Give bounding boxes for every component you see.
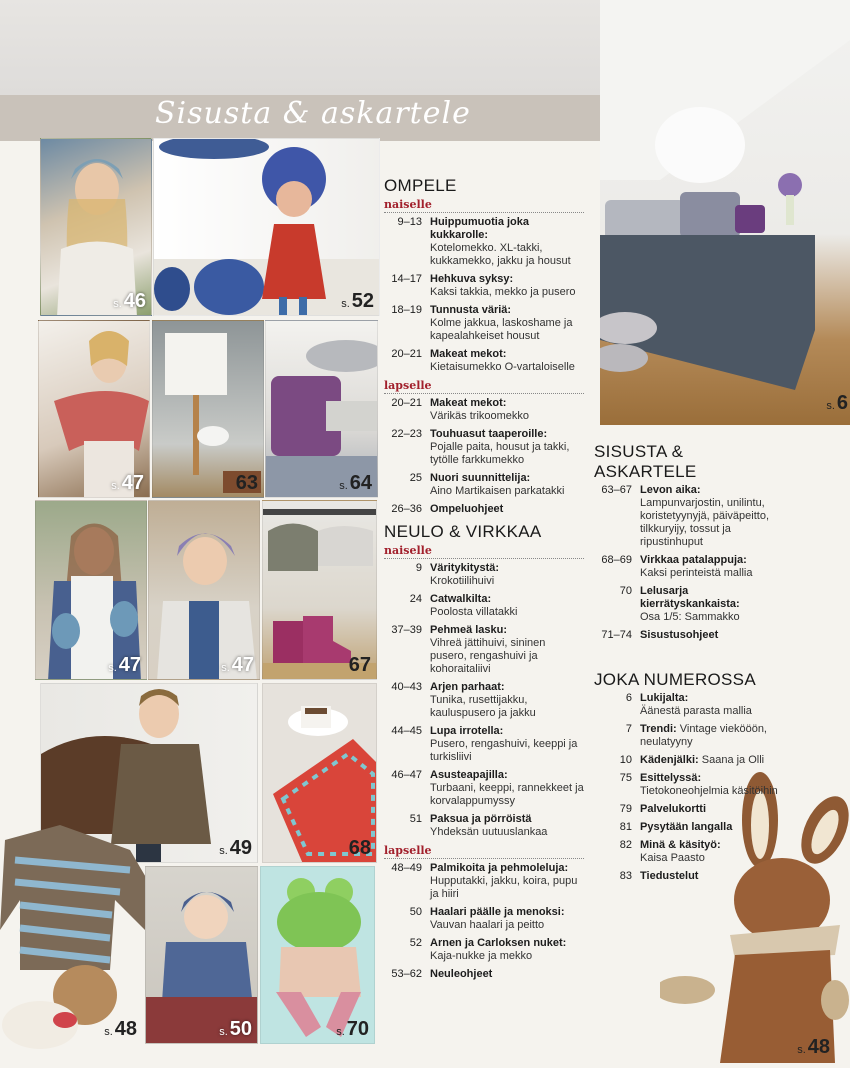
toc-entry-text <box>430 273 584 299</box>
toc-entry-pages: 68–69 <box>601 554 632 566</box>
toc-entry-description: Saana ja Olli <box>701 754 765 766</box>
toc-entry-pages: 20–21 <box>391 397 422 409</box>
toc-entry-description: Tunika, rusettijakku, kauluspusero ja jakku <box>430 694 536 719</box>
toc-entry-title: Makeat mekot: <box>430 397 507 409</box>
toc-entry-pages: 24 <box>409 593 422 605</box>
photo-doll-teapots <box>153 138 380 316</box>
toc-entry-text <box>640 554 784 580</box>
page-ref: s. 48 <box>797 1036 830 1058</box>
toc-entry-text <box>430 813 584 839</box>
toc-entry <box>384 503 584 516</box>
toc-entry-text <box>430 624 584 676</box>
toc-entry-pages: 81 <box>619 821 632 833</box>
photo-cushions <box>265 320 378 498</box>
toc-entry-description: Kaja-nukke ja mekko <box>430 950 533 962</box>
toc-column-right <box>594 442 784 888</box>
toc-entry-title: Paksua ja pörröistä <box>430 813 532 825</box>
toc-entry <box>384 937 584 963</box>
toc-entry-title: Ompeluohjeet <box>430 503 504 515</box>
toc-entry-title: Virkkaa patalappuja: <box>640 554 747 566</box>
toc-entry-description: Pusero, rengashuivi, keeppi ja turkisliivi <box>430 738 578 763</box>
section-heading-sisusta: SISUSTA & ASKARTELE <box>594 442 697 481</box>
photo-shawl-woman <box>38 320 150 498</box>
toc-entry-pages: 22–23 <box>391 428 422 440</box>
page-ref: s. 6 <box>826 392 848 414</box>
toc-entry-title: Tunnusta väriä: <box>430 304 512 316</box>
toc-entry-title: Arnen ja Carloksen nuket: <box>430 937 567 949</box>
toc-entry-pages: 79 <box>619 803 632 815</box>
toc-entry-title: Tiedustelut <box>640 870 699 882</box>
toc-entry-text <box>430 304 584 343</box>
toc-entry-title: Sisustusohjeet <box>640 629 719 641</box>
toc-entry-pages: 25 <box>409 472 422 484</box>
section-heading-neulo: NEULO & VIRKKAA <box>384 522 542 541</box>
toc-entry <box>384 593 584 619</box>
toc-entry-title: Väritykitystä: <box>430 562 500 574</box>
toc-entry-description: Krokotiilihuivi <box>430 575 495 587</box>
toc-entry-text <box>430 968 584 981</box>
toc-entry-description: Kaksi perinteistä mallia <box>640 567 753 579</box>
toc-entry-pages: 46–47 <box>391 769 422 781</box>
toc-entry-description: Kotelomekko. XL-takki, kukkamekko, jakku ja housut <box>430 242 571 267</box>
toc-entry <box>384 472 584 498</box>
toc-entry-title: Lupa irrotella: <box>430 725 504 737</box>
toc-entry-text <box>640 821 784 834</box>
toc-entry-text <box>430 906 584 932</box>
photo-girl-mittens <box>35 500 147 680</box>
toc-entry <box>594 839 784 865</box>
toc-entry-title: Arjen parhaat: <box>430 681 505 693</box>
toc-entry-description: Vihreä jättihuivi, sininen pusero, rengashuivi ja kohoraitaliivi <box>430 637 546 675</box>
page-ref: s. 48 <box>104 1018 137 1040</box>
toc-entry-text <box>430 216 584 268</box>
toc-entry-pages: 26–36 <box>391 503 422 515</box>
toc-entry-description: Turbaani, keeppi, rannekkeet ja korvalappumyssy <box>430 782 584 807</box>
toc-entry-pages: 50 <box>409 906 422 918</box>
toc-entry-pages: 82 <box>619 839 632 851</box>
toc-entry-pages: 71–74 <box>601 629 632 641</box>
toc-entry <box>384 862 584 901</box>
toc-entry-pages: 7 <box>625 723 632 735</box>
toc-entry-title: Trendi: <box>640 723 677 735</box>
toc-entry-pages: 52 <box>409 937 422 949</box>
toc-entry-pages: 53–62 <box>391 968 422 980</box>
toc-entry <box>384 769 584 808</box>
sub-heading: naiselle <box>384 198 584 213</box>
photo-baby-overall <box>145 866 258 1044</box>
toc-entry <box>594 692 784 718</box>
toc-entry-text <box>640 772 784 798</box>
toc-entry-text <box>430 472 584 498</box>
toc-entry <box>594 821 784 834</box>
toc-entry <box>384 348 584 374</box>
toc-entry-title: Nuori suunnittelija: <box>430 472 531 484</box>
toc-entry <box>384 725 584 764</box>
toc-entry-text <box>640 692 784 718</box>
page-ref: s. 47 <box>221 654 254 676</box>
toc-entry-title: Lelusarja kierrätyskankaista: <box>640 585 740 610</box>
bedroom-illustration <box>600 0 850 425</box>
page-ref: s. 52 <box>341 290 374 312</box>
toc-entry <box>384 681 584 720</box>
sisusta-entries <box>594 484 784 642</box>
page-ref: s. 50 <box>219 1018 252 1040</box>
toc-entry-pages: 51 <box>409 813 422 825</box>
toc-entry-title: Palvelukortti <box>640 803 707 815</box>
toc-entry <box>384 813 584 839</box>
toc-entry-description: Osa 1/5: Sammakko <box>640 611 740 623</box>
toc-entry <box>594 629 784 642</box>
page-ref: s. 47 <box>108 654 141 676</box>
toc-entry <box>384 304 584 343</box>
sub-heading: naiselle <box>384 544 584 559</box>
toc-entry-title: Pehmeä lasku: <box>430 624 508 636</box>
toc-entry-text <box>640 585 784 624</box>
toc-entry <box>594 585 784 624</box>
toc-entry-text <box>430 397 584 423</box>
toc-entry-pages: 40–43 <box>391 681 422 693</box>
toc-entry-text <box>640 484 784 549</box>
toc-entry-text <box>640 754 784 767</box>
toc-entry-title: Esittelyssä: <box>640 772 702 784</box>
toc-entry-text <box>640 723 784 749</box>
toc-entry-pages: 44–45 <box>391 725 422 737</box>
toc-entry-text <box>430 503 584 516</box>
toc-entry-text <box>430 562 584 588</box>
toc-entry-title: Makeat mekot: <box>430 348 507 360</box>
toc-entry-pages: 63–67 <box>601 484 632 496</box>
toc-entry-pages: 83 <box>619 870 632 882</box>
toc-entry <box>594 484 784 549</box>
toc-entry-title: Kädenjälki: <box>640 754 699 766</box>
toc-entry-description: Aino Martikaisen parkatakki <box>430 485 565 497</box>
toc-entry-description: Kaksi takkia, mekko ja pusero <box>430 286 576 298</box>
toc-entry <box>594 754 784 767</box>
toc-entry-title: Haalari päälle ja menoksi: <box>430 906 565 918</box>
toc-entry-description: Pojalle paita, housut ja takki, tytölle farkkumekko <box>430 441 570 466</box>
toc-entry-pages: 70 <box>619 585 632 597</box>
toc-entry-pages: 10 <box>619 754 632 766</box>
toc-entry <box>594 870 784 883</box>
toc-entry-pages: 48–49 <box>391 862 422 874</box>
toc-entry-text <box>430 725 584 764</box>
section-title: Sisusta & askartele <box>155 96 471 131</box>
toc-entry-title: Asusteapajilla: <box>430 769 508 781</box>
page-ref: 63 <box>235 472 258 494</box>
toc-entry <box>384 624 584 676</box>
toc-entry <box>594 723 784 749</box>
toc-entry-pages: 20–21 <box>391 348 422 360</box>
toc-entry <box>594 554 784 580</box>
toc-entry-pages: 6 <box>625 692 632 704</box>
toc-entry-text <box>640 629 784 642</box>
toc-entry-pages: 37–39 <box>391 624 422 636</box>
photo-striped-cardigan-toys <box>0 820 165 1063</box>
toc-entry-pages: 14–17 <box>391 273 422 285</box>
toc-entry-text <box>640 870 784 883</box>
toc-entry-description: Yhdeksän uutuuslankaa <box>430 826 548 838</box>
photo-slippers <box>262 500 377 680</box>
toc-entry-description: Hupputakki, jakku, koira, pupu ja hiiri <box>430 875 578 900</box>
toc-entry-pages: 75 <box>619 772 632 784</box>
toc-entry-description: Kietaisumekko O-vartaloiselle <box>430 361 575 373</box>
toc-entry-title: Hehkuva syksy: <box>430 273 514 285</box>
toc-entry-description: Värikäs trikoomekko <box>430 410 530 422</box>
toc-entry-description: Tietokoneohjelmia käsitöihin <box>640 785 778 797</box>
toc-entry-description: Kolme jakkua, laskoshame ja kapealahkeiset housut <box>430 317 573 342</box>
cardigan-toys-illustration <box>0 820 165 1063</box>
toc-entry-description: Vauvan haalari ja peitto <box>430 919 545 931</box>
page-ref: s. 70 <box>336 1018 369 1040</box>
toc-entry-title: Catwalkilta: <box>430 593 492 605</box>
photo-turban-woman <box>40 138 152 316</box>
section-heading-joka: JOKA NUMEROSSA <box>594 670 756 689</box>
toc-entry-description: Äänestä parasta mallia <box>640 705 752 717</box>
toc-entry <box>594 772 784 798</box>
toc-entry <box>384 562 584 588</box>
toc-entry-description: Poolosta villatakki <box>430 606 518 618</box>
toc-entry-text <box>430 769 584 808</box>
toc-entry-description: Lampunvarjostin, unilintu, koristetyynyjä, päiväpeitto, tilkkuryijy, tossut ja ripustinhuput <box>640 497 770 548</box>
toc-entry-pages: 9–13 <box>397 216 422 228</box>
toc-entry-title: Palmikoita ja pehmoleluja: <box>430 862 569 874</box>
toc-entry <box>384 428 584 467</box>
photo-girl-hat <box>148 500 260 680</box>
toc-entry-text <box>430 428 584 467</box>
top-decorative-strip <box>0 0 600 95</box>
page-ref: 68 <box>348 837 371 859</box>
toc-entry-text <box>430 348 584 374</box>
toc-entry-title: Lukijalta: <box>640 692 689 704</box>
page-ref: 67 <box>348 654 371 676</box>
toc-column-left <box>384 176 584 986</box>
toc-entry-text <box>430 937 584 963</box>
toc-entry-title: Levon aika: <box>640 484 701 496</box>
page-ref: s. 49 <box>219 837 252 859</box>
ompele-groups <box>384 198 584 516</box>
joka-entries <box>594 692 784 883</box>
photo-lamp <box>152 320 264 498</box>
toc-entry <box>384 273 584 299</box>
toc-entry-title: Pysytään langalla <box>640 821 733 833</box>
page-ref: s. 47 <box>111 472 144 494</box>
toc-entry-title: Minä & käsityö: <box>640 839 721 851</box>
toc-entry-text <box>640 839 784 865</box>
toc-entry-description: Kaisa Paasto <box>640 852 705 864</box>
page-ref: s. 64 <box>339 472 372 494</box>
toc-entry-pages: 18–19 <box>391 304 422 316</box>
photo-bedroom <box>600 0 850 425</box>
neulo-groups <box>384 544 584 981</box>
sub-heading: lapselle <box>384 379 584 394</box>
toc-entry-title: Huippumuotia joka kukkarolle: <box>430 216 529 241</box>
toc-entry <box>384 397 584 423</box>
toc-entry-description: Vintage viekööön, neulatyyny <box>640 723 767 748</box>
toc-entry-title: Touhuasut taaperoille: <box>430 428 548 440</box>
sub-heading: lapselle <box>384 844 584 859</box>
photo-frog-toy <box>260 866 375 1044</box>
toc-entry-text <box>640 803 784 816</box>
toc-entry-text <box>430 862 584 901</box>
toc-entry-pages: 9 <box>415 562 422 574</box>
toc-entry <box>594 803 784 816</box>
section-heading-ompele: OMPELE <box>384 176 457 195</box>
photo-potholder <box>262 683 377 863</box>
toc-entry <box>384 906 584 932</box>
toc-entry-title: Neuleohjeet <box>430 968 493 980</box>
toc-entry-text <box>430 593 584 619</box>
toc-entry <box>384 216 584 268</box>
page-ref: s. 46 <box>113 290 146 312</box>
toc-entry <box>384 968 584 981</box>
toc-entry-text <box>430 681 584 720</box>
